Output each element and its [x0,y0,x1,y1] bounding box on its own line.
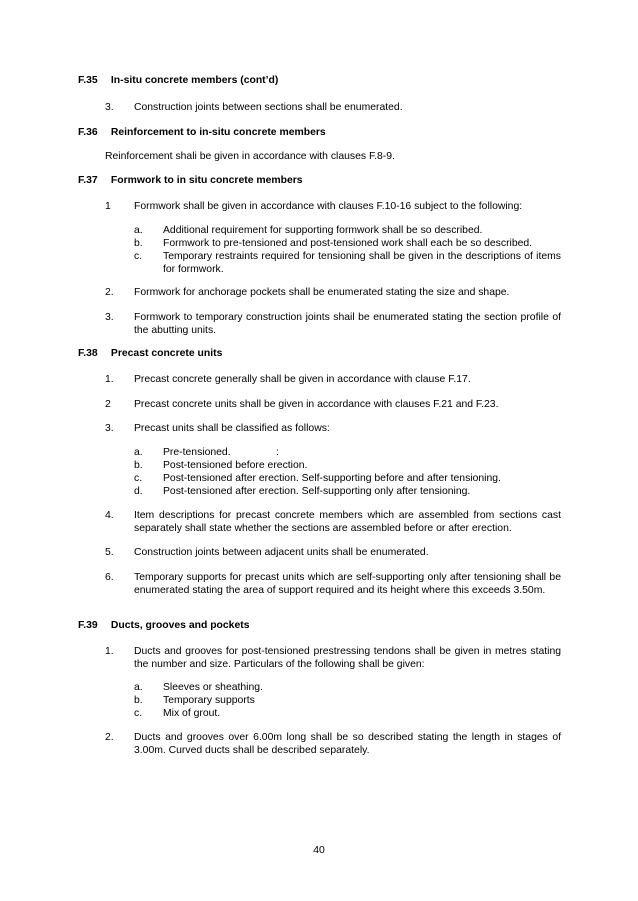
item-text: Item descriptions for precast concrete members which are assembled from sections cast separately shall state whether the sections are assembled before or after erection. [134,510,561,534]
section-code: F.39 [78,620,98,631]
item-text: Ducts and grooves for post-tensioned prestressing tendons shall be given in metres stating the number and size. Particulars of the following shall be given: [134,646,561,670]
sub-item-text [163,446,561,459]
item-text: Temporary supports for precast units which are self-supporting only after tensioning shall be enumerated stating the area of support required and its height where this exceeds 3.50m. [134,572,561,596]
item-text: Precast concrete generally shall be given in accordance with clause F.17. [134,374,471,385]
item-number: 5. [105,547,114,558]
item-text: Construction joints between sections shall be enumerated. [134,102,403,113]
item-number: 2. [105,287,114,298]
section-heading-f35 [78,75,278,86]
sub-item-text: Post-tensioned after erection. Self-supporting before and after tensioning. [163,473,501,484]
item-number: 3. [105,423,114,434]
sub-item-text: Formwork to pre-tensioned and post-tensioned work shall each be so described. [163,238,533,249]
section-paragraph: Reinforcement shali be given in accordance with clauses F.8-9. [105,151,395,162]
sub-item-text: Post-tensioned before erection. [163,460,308,471]
sub-item-text: Temporary supports [163,695,255,706]
item-text: Formwork for anchorage pockets shall be enumerated stating the size and shape. [134,287,510,298]
section-heading-f37 [78,175,303,186]
sub-item-letter: b. [134,460,143,471]
item-number: 3. [105,312,114,323]
section-title: In-situ concrete members (cont’d) [110,75,279,86]
sub-item-text: Sleeves or sheathing. [163,682,263,693]
sub-item-letter: a. [134,682,143,693]
item-text: Precast concrete units shall be given in accordance with clauses F.21 and F.23. [134,399,499,410]
sub-item-letter: b. [134,695,143,706]
sub-item-text: Mix of grout. [163,708,221,719]
section-code: F.38 [78,348,98,359]
sub-item-letter: d. [134,486,143,497]
item-text: Construction joints between adjacent units shall be enumerated. [134,547,429,558]
section-title: Formwork to in situ concrete members [110,175,303,186]
sub-item-letter: a. [134,447,143,458]
section-title: Reinforcement to in-situ concrete members [110,127,326,138]
item-text: Formwork to temporary construction joints shail be enumerated stating the section profile of the abutting units. [134,312,561,336]
section-code: F.35 [78,75,98,86]
page-number: 40 [313,845,325,856]
sub-item-text: Temporary restraints required for tensioning shall be given in the descriptions of items for formwork. [163,251,561,275]
item-number: 3. [105,102,114,113]
item-text: Formwork shall be given in accordance with clauses F.10-16 subject to the following: [134,201,523,212]
sub-item-text: Post-tensioned after erection. Self-supporting only after tensioning. [163,486,471,497]
sub-item-letter: b. [134,238,143,249]
sub-item-text: Additional requirement for supporting formwork shall be so described. [163,225,483,236]
sub-item-text-content: Pre-tensioned. [163,447,231,458]
item-text: Ducts and grooves over 6.00m long shall be so described stating the length in stages of 3.00m. Curved ducts shall be described separately. [134,732,561,756]
stray-mark: : [276,447,279,458]
item-number: 2 [105,399,111,410]
section-heading-f39 [78,620,249,631]
section-code: F.37 [78,175,98,186]
sub-item-letter: c. [134,708,143,719]
sub-item-letter: c. [134,473,143,484]
item-number: 4. [105,510,114,521]
section-heading-f38 [78,348,222,359]
item-text: Precast units shall be classified as follows: [134,423,330,434]
section-title: Ducts, grooves and pockets [110,620,250,631]
item-number: 2. [105,732,114,743]
item-number: 1 [105,201,111,212]
item-number: 1. [105,374,114,385]
section-code: F.36 [78,127,98,138]
section-title: Precast concrete units [110,348,223,359]
section-heading-f36 [78,127,326,138]
sub-item-letter: c. [134,251,143,262]
item-number: 1. [105,646,114,657]
item-number: 6. [105,572,114,583]
sub-item-letter: a. [134,225,143,236]
